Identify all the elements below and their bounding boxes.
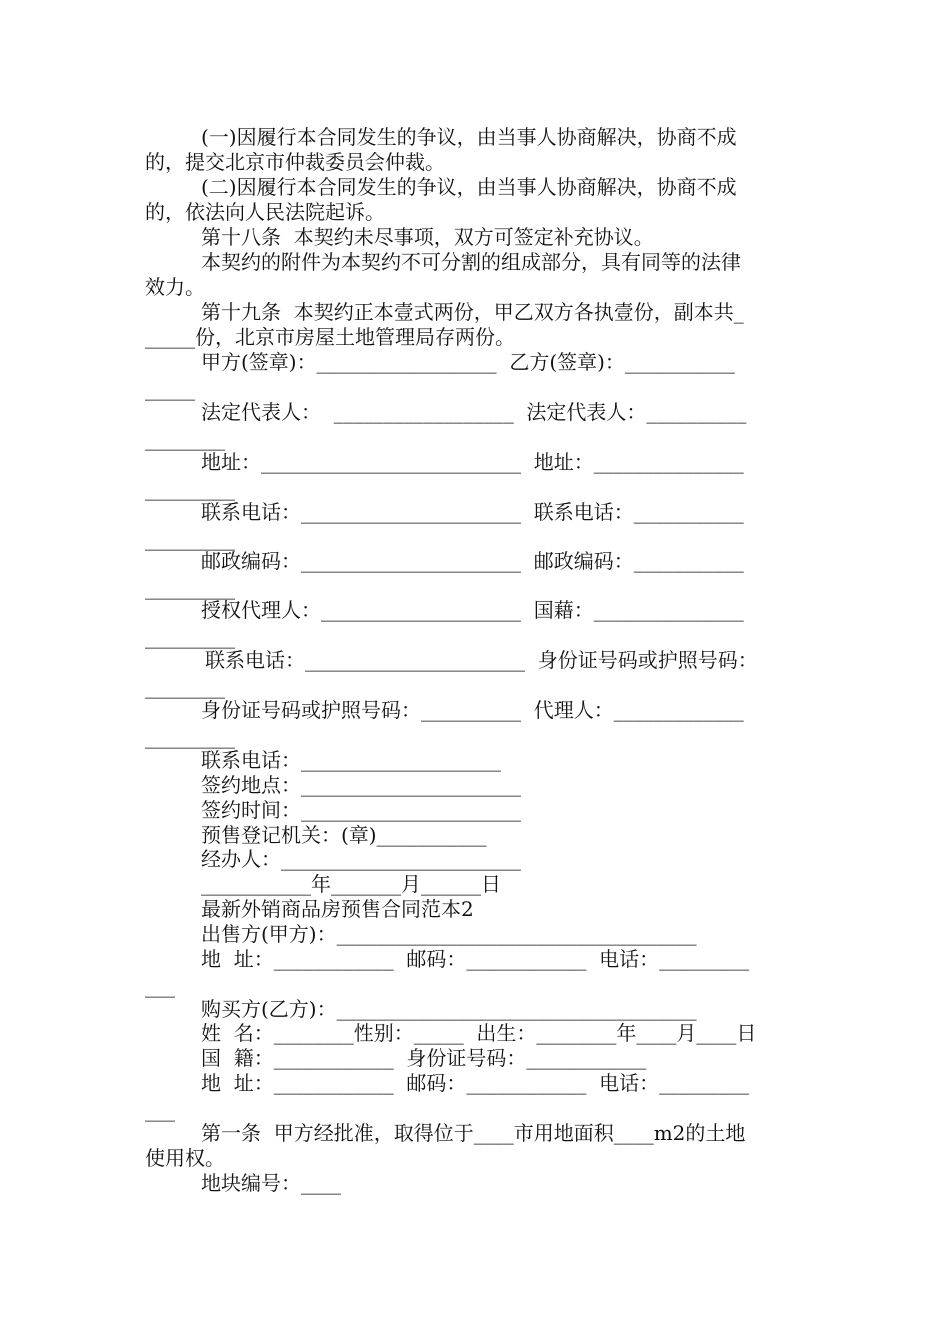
section-title: 最新外销商品房预售合同范本2 bbox=[201, 897, 474, 921]
text-line: 授权代理人：____________________ 国藉：_______________ bbox=[201, 598, 744, 622]
text-line: 经办人：________________________ bbox=[201, 847, 521, 871]
text-line: ___ bbox=[145, 1098, 175, 1122]
text-line: 的，依法向人民法院起诉。 bbox=[145, 200, 385, 224]
text-line: _____ bbox=[145, 377, 195, 401]
text-line: ___________年_______月______日 bbox=[201, 872, 501, 896]
text-line: _________ bbox=[145, 477, 235, 501]
text-line: 姓 名：________性别：_____ 出生：________年____月____日 bbox=[201, 1021, 757, 1045]
text-line: 预售登记机关：(章)___________ bbox=[201, 823, 487, 847]
text-line: 地块编号：____ bbox=[201, 1171, 341, 1195]
text-line: 签约时间：______________________ bbox=[201, 798, 521, 822]
text-line: 使用权。 bbox=[145, 1146, 225, 1170]
text-line: 购买方(乙方)：____________________________________ bbox=[201, 997, 697, 1021]
text-line: 出售方(甲方)：____________________________________ bbox=[201, 922, 697, 946]
text-line: _________ bbox=[145, 625, 235, 649]
text-line: _________ bbox=[145, 527, 235, 551]
text-line: 身份证号码或护照号码：__________ 代理人：_____________ bbox=[201, 698, 744, 722]
text-line: 本契约的附件为本契约不可分割的组成部分，具有同等的法律 bbox=[201, 250, 741, 274]
text-line: _________ bbox=[145, 576, 235, 600]
text-line: 联系电话：______________________ 身份证号码或护照号码： bbox=[205, 648, 758, 672]
text-line: 的，提交北京市仲裁委员会仲裁。 bbox=[145, 150, 445, 174]
text-line: 第十八条 本契约未尽事项，双方可签定补充协议。 bbox=[201, 225, 654, 249]
text-line: ___ bbox=[145, 974, 175, 998]
text-line: (二)因履行本合同发生的争议，由当事人协商解决，协商不成 bbox=[201, 175, 737, 199]
text-line: 签约地点：______________________ bbox=[201, 773, 521, 797]
text-line: 联系电话：____________________ bbox=[201, 748, 501, 772]
text-line: _____份，北京市房屋土地管理局存两份。 bbox=[145, 325, 515, 349]
text-line: 地 址：____________ 邮码：____________ 电话：_________ bbox=[201, 947, 750, 971]
text-line: 地址：__________________________ 地址：_______________ bbox=[201, 450, 744, 474]
text-line: 第十九条 本契约正本壹式两份，甲乙双方各执壹份，副本共_ bbox=[201, 300, 744, 324]
text-line: 第一条 甲方经批准，取得位于____市用地面积____m2的土地 bbox=[201, 1121, 746, 1145]
text-line: 效力。 bbox=[145, 275, 205, 299]
text-line: 地 址：____________ 邮码：____________ 电话：_________ bbox=[201, 1071, 750, 1095]
text-line: 联系电话：______________________ 联系电话：___________ bbox=[201, 500, 744, 524]
text-line: (一)因履行本合同发生的争议，由当事人协商解决，协商不成 bbox=[201, 125, 737, 149]
text-line: ________ bbox=[145, 675, 225, 699]
text-line: 国 籍：____________ 身份证号码：____________ bbox=[201, 1046, 647, 1070]
text-line: 邮政编码：______________________ 邮政编码：___________ bbox=[201, 549, 744, 573]
text-line: 法定代表人： __________________ 法定代表人：__________ bbox=[201, 400, 747, 424]
text-line: ________ bbox=[145, 427, 225, 451]
text-line: _________ bbox=[145, 725, 235, 749]
text-line: 甲方(签章)：__________________ 乙方(签章)：___________ bbox=[201, 350, 735, 374]
